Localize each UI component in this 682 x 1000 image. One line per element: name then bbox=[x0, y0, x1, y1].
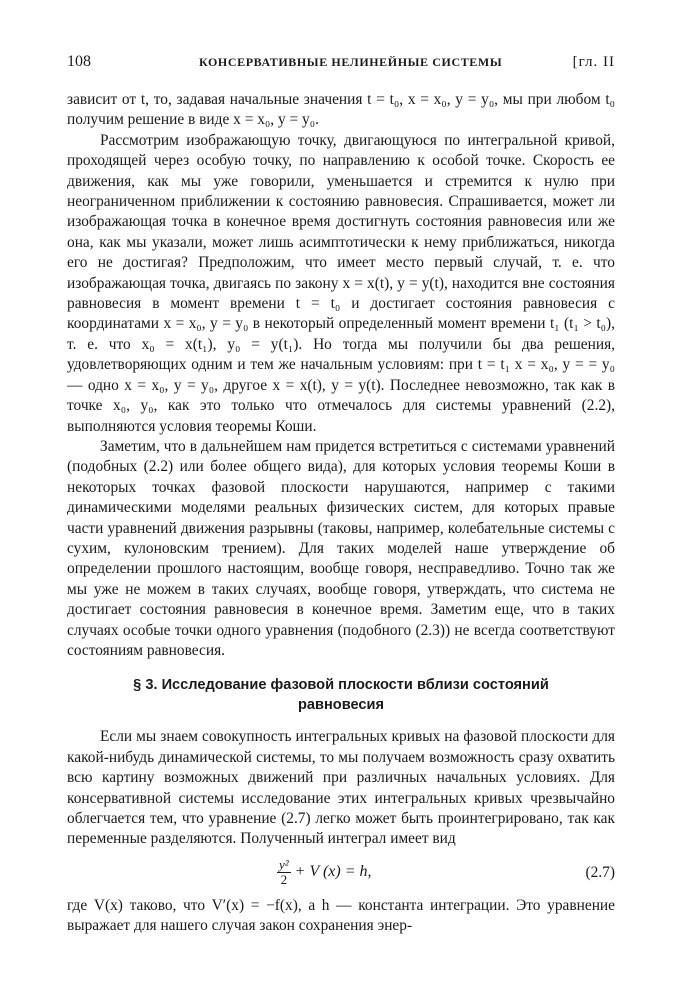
section-heading-line-2: равновесия bbox=[297, 697, 385, 714]
paragraph-cauchy-note: Заметим, что в дальнейшем нам придется встретиться с системами уравнений (подобных (2.2) или более общего вида), для которых условия теоремы Коши в некоторых точках фазовой плоскости нарушаются, например с такими динамическими моделями реальных физических систем, для которых правые части уравнений движения разрывны (таковы, например, колебательные системы с сухим, кулоновским трением). Для таких моделей наше утверждение об определении прошлого настоящим, вообще говоря, несправедливо. Точно так же мы уже не можем в таких случаях, вообще говоря, утверждать, что система не достигает состояния равновесия в конечное время. Заметим еще, что в таких случаях особые точки одного уравнения (подобного (2.3)) не всегда соответствуют состояниям равновесия. bbox=[67, 437, 615, 659]
equation-number: (2.7) bbox=[585, 863, 615, 881]
paragraph-section-intro: Если мы знаем совокупность интегральных кривых на фазовой плоскости для какой-нибудь динамической системы, то мы получаем возможность сразу охватить всю картину возможных движений при различных начальных условиях. Для консервативной системы исследование этих интегральных кривых чрезвычайно облегчается тем, что уравнение (2.7) легко может быть проинтегрировано, так как переменные разделяются. Полученный интеграл имеет вид bbox=[67, 728, 615, 848]
equation-fraction bbox=[277, 858, 291, 887]
equation-numerator: y² bbox=[279, 856, 289, 872]
equation-row bbox=[67, 854, 615, 894]
paragraph-representative-point: Рассмотрим изображающую точку, двигающуюся по интегральной кривой, проходящей через особую точку, по направлению к особой точке. Скорость ее движения, как мы уже говорили, уменьшается и стремится к нулю при неограниченном приближении к состоянию равновесия. Спрашивается, может ли изображающая точка в конечное время достигнуть состояния равновесия или же она, как мы указали, может лишь асимптотически к нему приближаться, никогда его не достигая? Предположим, что имеет место первый случай, т. е. что изображающая точка, двигаясь по закону x = x(t), y = y(t), находится вне состояния равновесия в момент времени t = t₀ и достигает состояния равновесия с координатами x = x₀, y = y₀ в некоторый определенный момент времени t₁ (t₁ > t₀), т. е. что x₀ = x(t₁), y₀ = y(t₁). Но тогда мы получили бы два решения, удовлетворяющих одним и тем же начальным условиям: при t = t₁ x = x₀, y = = y₀ — одно x = x₀, y = y₀, другое x = x(t), y = y(t). Последнее невозможно, так как в точке x₀, y₀, как это только что отмечалось для системы уравнений (2.2), выполняются условия теоремы Коши. bbox=[67, 131, 615, 435]
book-page bbox=[67, 50, 615, 937]
body-text bbox=[67, 90, 615, 937]
section-heading bbox=[67, 675, 615, 715]
page-number: 108 bbox=[67, 53, 91, 70]
equation bbox=[277, 858, 372, 887]
chapter-reference: [гл. II bbox=[572, 54, 615, 70]
section-heading-line-1: § 3. Исследование фазовой плоскости вблизи состояний bbox=[133, 677, 549, 694]
running-head bbox=[67, 50, 615, 74]
running-title: КОНСЕРВАТИВНЫЕ НЕЛИНЕЙНЫЕ СИСТЕМЫ bbox=[199, 55, 503, 69]
paragraph-closing: где V(x) таково, что V′(x) = −f(x), а h — константа интеграции. Это уравнение выражает для нашего случая закон сохранения энер- bbox=[67, 896, 615, 935]
equation-rest: + V (x) = h, bbox=[294, 862, 372, 880]
paragraph-continuation: зависит от t, то, задавая начальные значения t = t₀, x = x₀, y = y₀, мы при любом t₀ получим решение в виде x = x₀, y = y₀. bbox=[67, 91, 615, 129]
equation-denominator: 2 bbox=[280, 871, 288, 887]
